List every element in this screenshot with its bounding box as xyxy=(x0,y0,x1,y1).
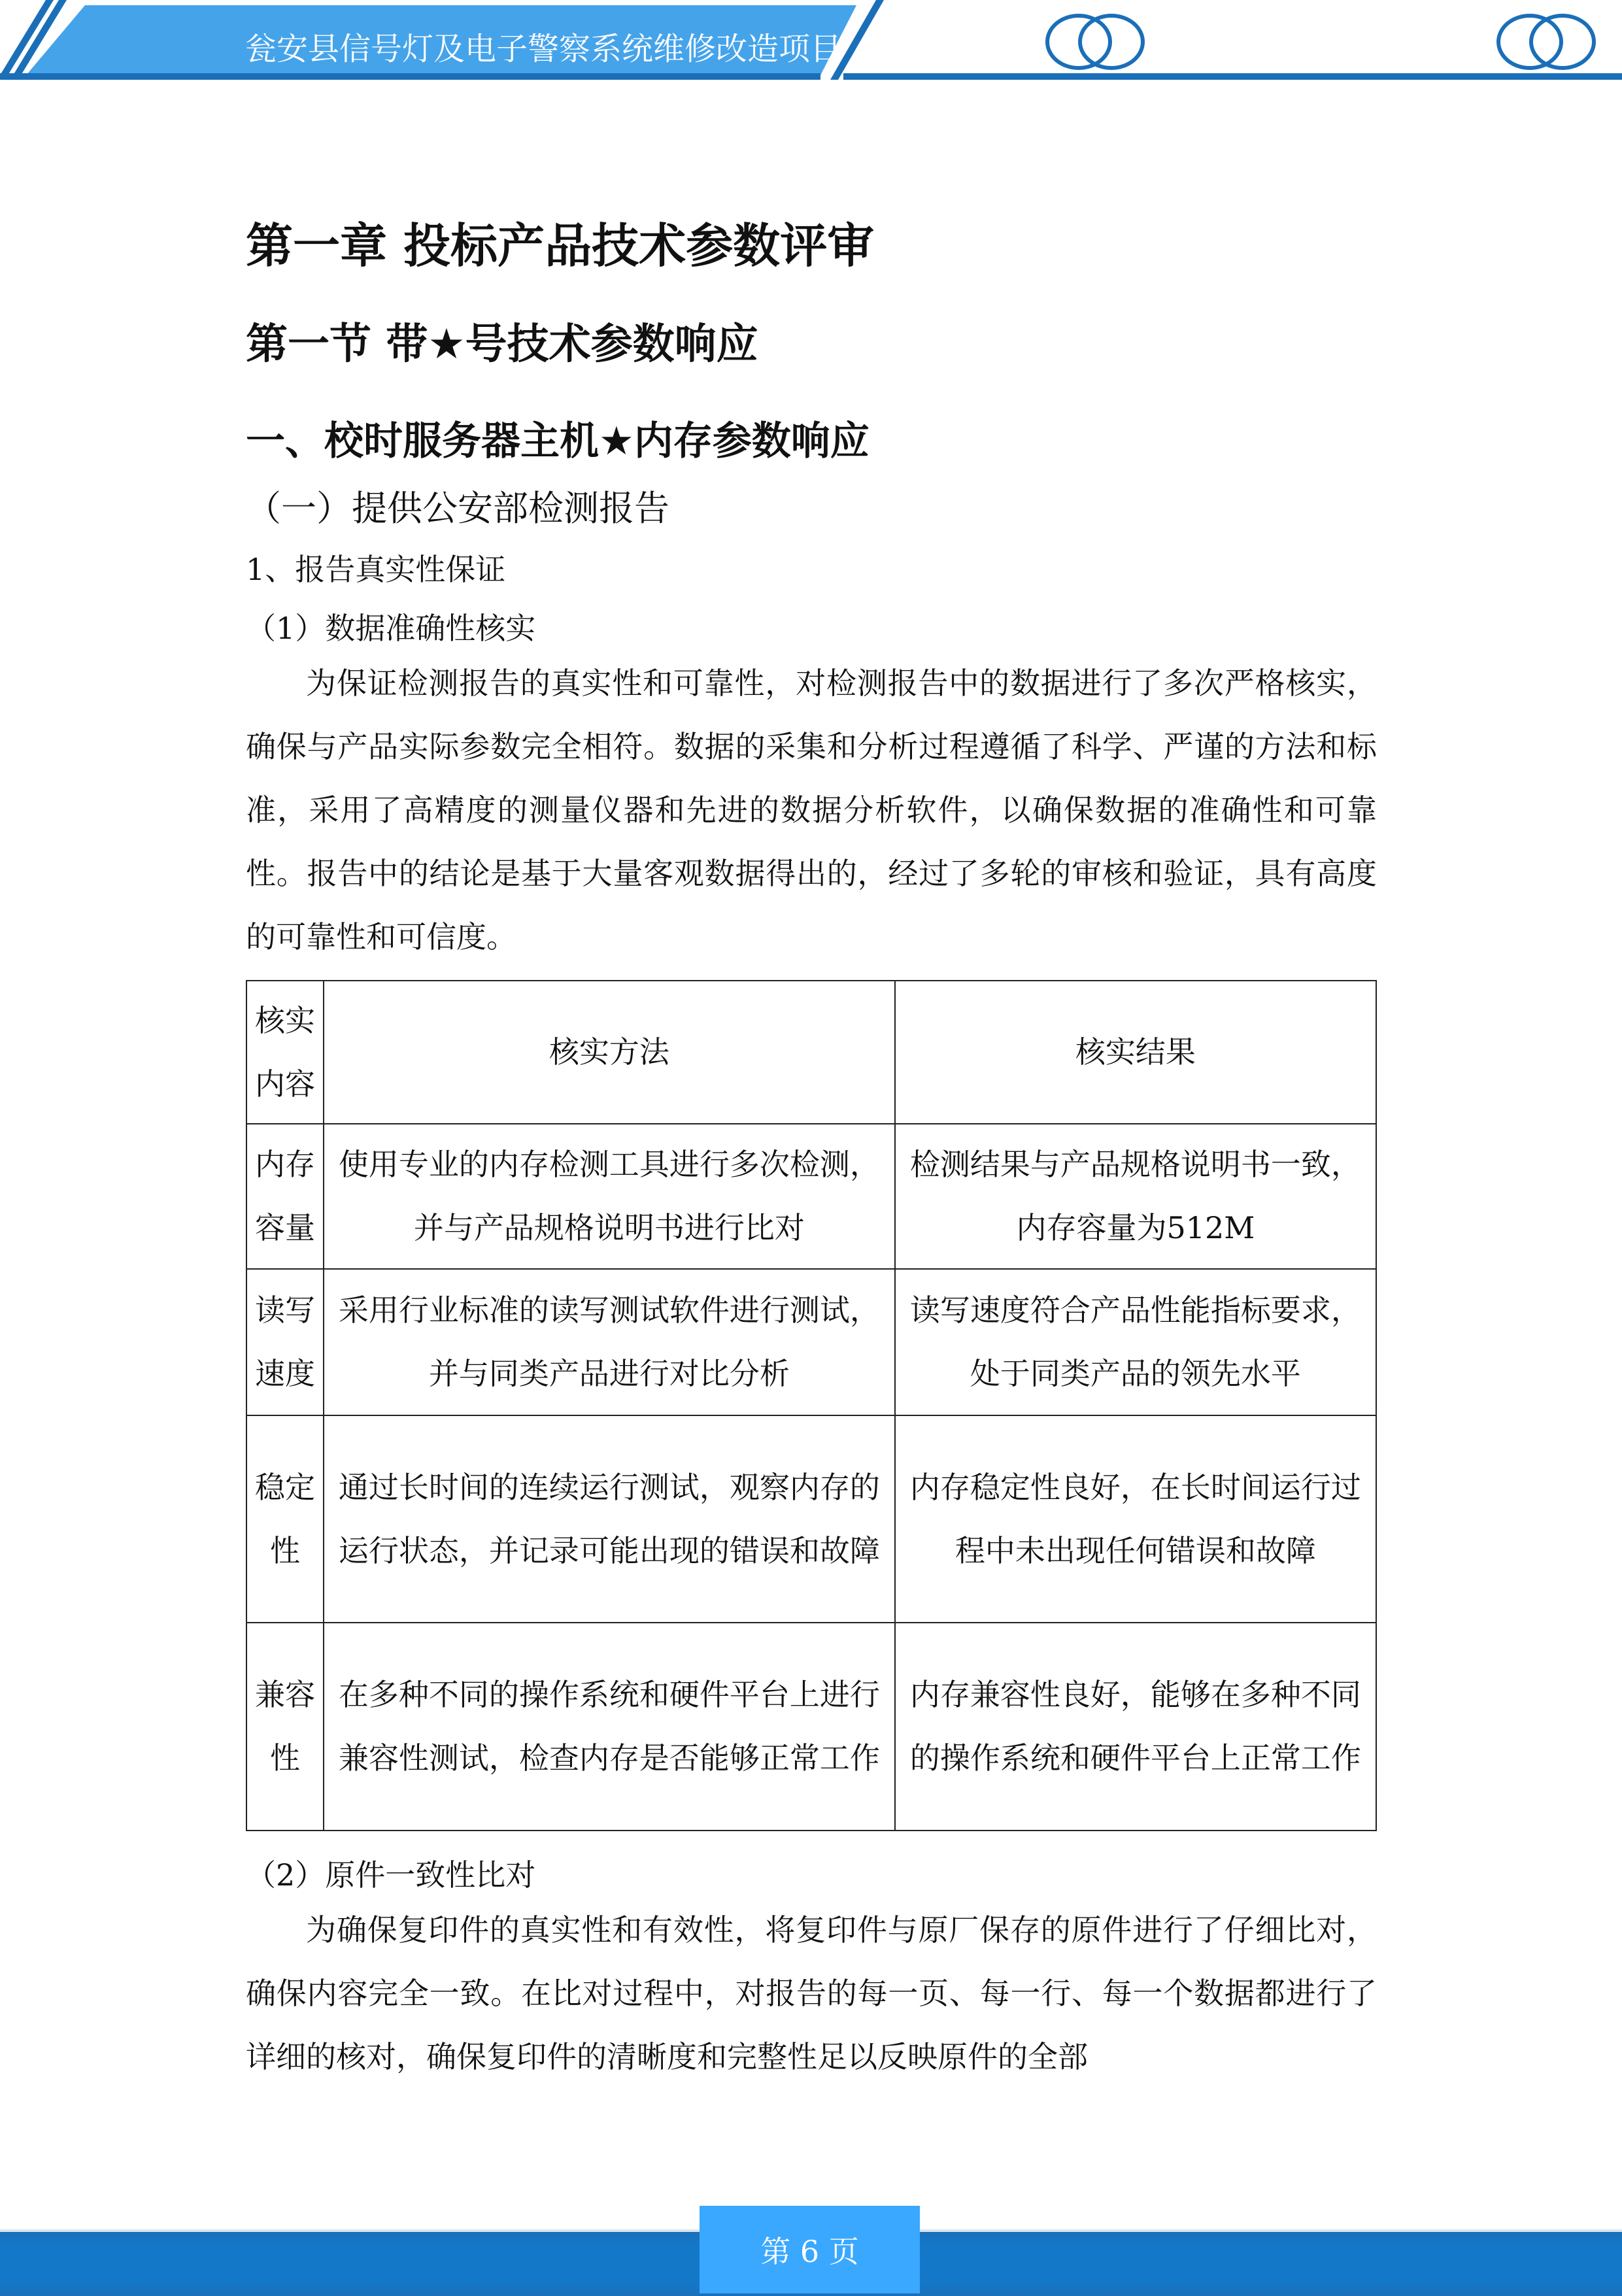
table-cell: 内存容量 xyxy=(246,1124,324,1269)
table-cell: 采用行业标准的读写测试软件进行测试，并与同类产品进行对比分析 xyxy=(324,1269,895,1415)
table-cell: 稳定性 xyxy=(246,1415,324,1623)
table-row xyxy=(246,1623,1376,1831)
header-title: 瓮安县信号灯及电子警察系统维修改造项目 xyxy=(245,31,842,67)
section-title: 第一节 带★号技术参数响应 xyxy=(246,320,758,369)
page-number: 第 6 页 xyxy=(700,2206,920,2293)
table-header-cell: 核实内容 xyxy=(246,981,324,1124)
table-header-row xyxy=(246,981,1376,1124)
table-cell: 内存兼容性良好，能够在多种不同的操作系统和硬件平台上正常工作 xyxy=(895,1623,1376,1831)
table-cell: 通过长时间的连续运行测试，观察内存的运行状态，并记录可能出现的错误和故障 xyxy=(324,1415,895,1623)
table-cell: 读写速度 xyxy=(246,1269,324,1415)
table-row xyxy=(246,1124,1376,1269)
table-cell: 检测结果与产品规格说明书一致，内存容量为512M xyxy=(895,1124,1376,1269)
table-cell: 兼容性 xyxy=(246,1623,324,1831)
table-row xyxy=(246,1269,1376,1415)
page-header xyxy=(0,0,1622,85)
table-cell: 在多种不同的操作系统和硬件平台上进行兼容性测试，检查内存是否能够正常工作 xyxy=(324,1623,895,1831)
table-cell: 使用专业的内存检测工具进行多次检测，并与产品规格说明书进行比对 xyxy=(324,1124,895,1269)
item-title: （一）提供公安部检测报告 xyxy=(246,488,669,529)
paragraph-2: 为确保复印件的真实性和有效性，将复印件与原厂保存的原件进行了仔细比对，确保内容完全一致。在比对过程中，对报告的每一页、每一行、每一个数据都进行了详细的核对，确保复印件的清晰度和完整性足以反映原件的全部 xyxy=(246,1912,1377,2074)
point-heading: 1、报告真实性保证 xyxy=(246,552,506,587)
subsection-title: 一、校时服务器主机★内存参数响应 xyxy=(246,418,870,464)
chapter-title: 第一章 投标产品技术参数评审 xyxy=(246,218,875,273)
sub-heading-2: （2）原件一致性比对 xyxy=(246,1857,536,1893)
verification-table xyxy=(246,980,1377,1831)
table-header-cell: 核实结果 xyxy=(895,981,1376,1124)
table-cell: 读写速度符合产品性能指标要求，处于同类产品的领先水平 xyxy=(895,1269,1376,1415)
table-row xyxy=(246,1415,1376,1623)
rings-logo-icon xyxy=(1047,16,1594,68)
table-cell: 内存稳定性良好，在长时间运行过程中未出现任何错误和故障 xyxy=(895,1415,1376,1623)
table-header-cell: 核实方法 xyxy=(324,981,895,1124)
paragraph-1: 为保证检测报告的真实性和可靠性，对检测报告中的数据进行了多次严格核实，确保与产品实际参数完全相符。数据的采集和分析过程遵循了科学、严谨的方法和标准，采用了高精度的测量仪器和先进的数据分析软件，以确保数据的准确性和可靠性。报告中的结论是基于大量客观数据得出的，经过了多轮的审核和验证，具有高度的可靠性和可信度。 xyxy=(246,666,1377,954)
sub-heading-1: （1）数据准确性核实 xyxy=(246,611,536,646)
